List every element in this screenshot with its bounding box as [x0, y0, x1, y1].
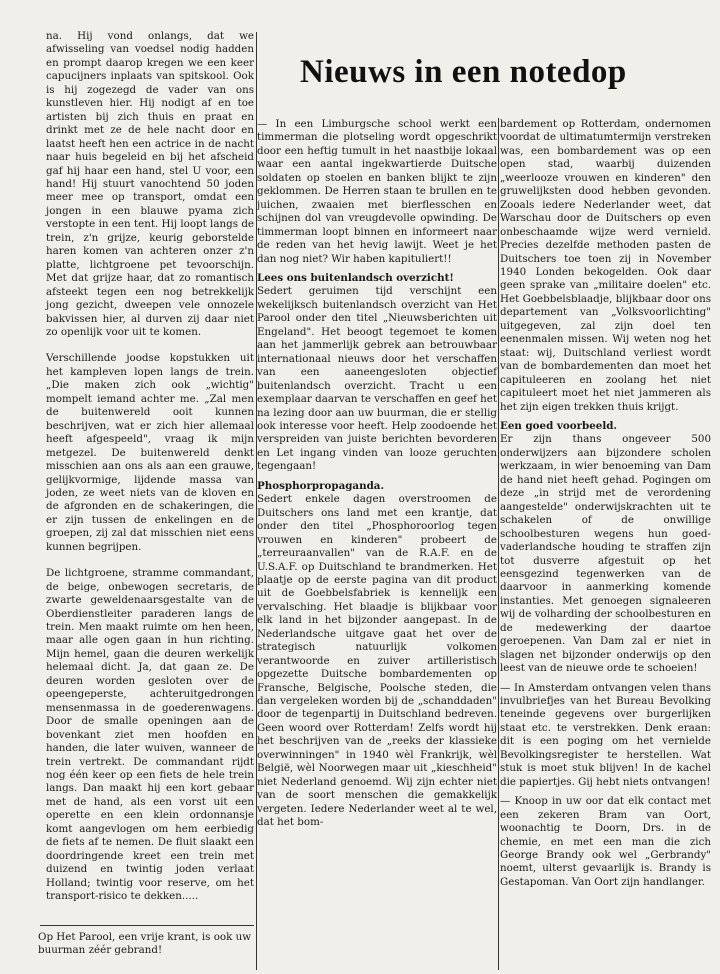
article-paragraph: na. Hij vond onlangs, dat we afwisseling van voedsel nodig hadden en prompt daarop kregen we een keer capucijners inplaats van spitskool. Ook is hij zogezegd de vader van ons kunstleven hier. Hij nodigt af en toe artisten bij zich thuis en praat en drinkt met ze de hele nacht door en laatst heeft hen een actrice in de nacht naar huis begeleid en bij het afscheid gaf hij haar een hand, stel U voor, een hand! Hij stuurt vanochtend 50 joden meer mee op transport, omdat een jongen in een blauwe pyama zich verstopte in een tent. Hij loopt langs de trein, z'n grijze, keurig geborstelde haren komen van achteren onzer z'n platte, lichtgroene pet tevoorschijn. Met dat grijze haar, dat zo romantisch afsteekt tegen een nog betrekkelijk jong gezicht, dweepen vele onnozele bakvissen hier, al durven zij daar niet zo openlijk voor uit te komen. — [46, 30, 254, 338]
section-heading: Een goed voorbeeld. — [500, 419, 618, 432]
column-3 — [500, 118, 711, 895]
article-paragraph: — In een Limburgsche school werkt een timmerman die plotseling wordt opgeschrikt door een heftig tumult in het naastbije lokaal waar een aantal ingekwartierde Duitsche soldaten op stoelen en banken blijkt te zijn geklommen. De Herren staan te brullen en te juichen, zwaaien met bierflesschen en schijnen dol van vreugdevolle opwinding. De timmerman loopt binnen en informeert naar de reden van het hevig lawijt. Weet je het dan nog niet? Wir haben kapituliert!! — [257, 118, 497, 265]
article-paragraph: Verschillende joodse kopstukken uit het kampleven lopen langs de trein. „Die maken zich ook „wichtig" mompelt iemand achter me. „Zal men de buitenwereld ooit kunnen beschrijven, wat er zich hier allemaal heeft afgespeeld", vraag ik mijn metgezel. De buitenwereld denkt misschien aan ons als aan een grauwe, gelijkvormige, lijdende massa van joden, ze weet niets van de kloven en de afgronden en de schakeringen, die er zijn tussen de enkelingen en de groepen, zij zal dat misschien niet eens kunnen begrijpen. — [46, 352, 254, 553]
column-divider — [498, 118, 499, 970]
article-paragraph: De lichtgroene, stramme commandant, de beige, onbewogen secretaris, de zwarte geweldenaarsgestalte van de Oberdienstleiter paraderen langs de trein. Men maakt ruimte om hen heen, maar alle ogen gaan in hun richting. Mijn hemel, gaan die deuren werkelijk helemaal dicht. Ja, dat gaan ze. De deuren worden gesloten over de opeengeperste, achteruitgedrongen mensenmassa in de goederenwagens. Door de smalle openingen aan de bovenkant ziet men hoofden en handen, die later wuiven, wanneer de trein vertrekt. De commandant rijdt nog één keer op een fiets de hele trein langs. Dan maakt hij een kort gebaar met de hand, als een vorst uit een operette en een klein ordonnansje komt aangevlogen om hem eerbiedig de fiets af te nemen. De fluit slaakt een doordringende kreet een trein met duizend en twintig joden verlaat Holland; twintig voor reserve, om het transport-risico te dekken..... — [46, 567, 254, 903]
article-paragraph: Er zijn thans ongeveer 500 onderwijzers aan bijzondere scholen werkzaam, in wier benoeming van Dam de hand niet heeft gehad. Pogingen om deze „in strijd met de verordening aangestelde" onderwijskrachten uit te schakelen of de onwillige schoolbesturen wegens hun goed-vaderlandsche houding te straffen zijn tot dusverre afgestuit op het eensgezind tegenwerken van de daarvoor in aanmerking komende instanties. Met genoegen signaleeren wij de volharding der schoolbesturen en de medewerking der daartoe geroepenen. Van Dam zal er niet in slagen net bijzonder onderwijs op den leest van de nieuwe orde te schoeien! — [500, 433, 711, 675]
article-paragraph: — Knoop in uw oor dat elk contact met een zekeren Bram van Oort, woonachtig te Doorn, Drs. in de chemie, en met een man die zich George Brandy ook wel „Gerbrandy" noemt, ulterst gevaarlijk is. Brandy is Gestapoman. Van Oort zijn handlanger. — [500, 795, 711, 888]
footer-note: Op Het Parool, een vrije krant, is ook uw buurman zéér gebrand! — [38, 931, 252, 956]
article-paragraph: — In Amsterdam ontvangen velen thans invulbriefjes van het Bureau Bevolking teneinde gegevens over burgerlijken staat etc. te verstrekken. Denk eraan: dit is een poging om het vernielde Bevolkingsregister te herstellen. Wat stuk is moet stuk blijven! In de kachel die papiertjes. Gij hebt niets ontvangen! — [500, 681, 711, 788]
article-paragraph: Sedert geruimen tijd verschijnt een wekelijksch buitenlandsch overzicht van Het Parool onder den titel „Nieuwsberichten uit Engeland". Het beoogt tegemoet te komen aan het jammerlijk gebrek aan betrouwbaar internationaal nieuws door het verschaffen van een aaneengesloten objectief buitenlandsch overzicht. Tracht u een exemplaar daarvan te verschaffen en geef het na lezing door aan uw buurman, die er stellig ook interesse voor heeft. Help zoodoende het verspreiden van juiste berichten bevorderen en Let ingang vinden van looze geruchten tegengaan! — [257, 285, 497, 473]
section-heading: Phosphorpropaganda. — [257, 479, 385, 492]
section-heading: Lees ons buitenlandsch overzicht! — [257, 271, 454, 284]
column-1 — [46, 30, 254, 917]
article-paragraph: bardement op Rotterdam, ondernomen voordat de ultimatumtermijn verstreken was, een bombardement was op een open stad, waarbij duizenden „weerlooze vrouwen en kinderen" den gruwelijksten dood hebben gevonden. Zooals iedere Nederlander weet, dat Warschau door de Duitschers op even onbeschaamde wijze werd vernield. Precies dezelfde methoden pasten de Duitschers toe toen zij in November 1940 Londen bekogelden. Ook daar geen sprake van „militaire doelen" etc. Het Goebbelsblaadje, blijkbaar door ons departement van „Volksvoorlichting" uitgegeven, zal zijn doel ten eenenmalen missen. Wij weten nog het staat: wij, Duitschland verliest wordt van de bombardementen dan moet het capituleeren en zoolang het niet capituleert moet het niet jammeren als het zijn eigen trekken thuis krijgt. — [500, 118, 711, 413]
article-paragraph: Sedert enkele dagen overstroomen de Duitschers ons land met een krantje, dat onder den titel „Phosphoroorlog tegen vrouwen en kinderen" probeert de „terreuraanvallen" van de R.A.F. en de U.S.A.F. op Duitschland te brandmerken. Het plaatje op de eerste pagina van dit product uit de Goebbelsfabriek is kennelijk een vervalsching. Het blaadje is blijkbaar voor elk land in het bijzonder aangepast. In de Nederlandsche uitgave gaat het over de strategisch natuurlijk volkomen verantwoorde en zuiver artilleristisch opgezette Duitsche bombardementen op Fransche, Belgische, Poolsche steden, die dan vergeleken worden bij de „schanddaden" door de tegenpartij in Duitschland bedreven. Geen woord over Rotterdam! Zelfs wordt hij het beschrijven van de „reeks der klassieke overwinningen" in 1940 wèl Frankrijk, wèl België, wèl Noorwegen maar uit „kieschheid" niet Nederland genoemd. Wij zijn echter niet van de soort menschen die gemakkelijk vergeten. Iedere Nederlander weet al te wel, dat het bom- — [257, 493, 497, 829]
page-title: Nieuws in een notedop — [300, 54, 627, 90]
footer-divider — [40, 925, 254, 926]
column-2 — [257, 118, 497, 836]
